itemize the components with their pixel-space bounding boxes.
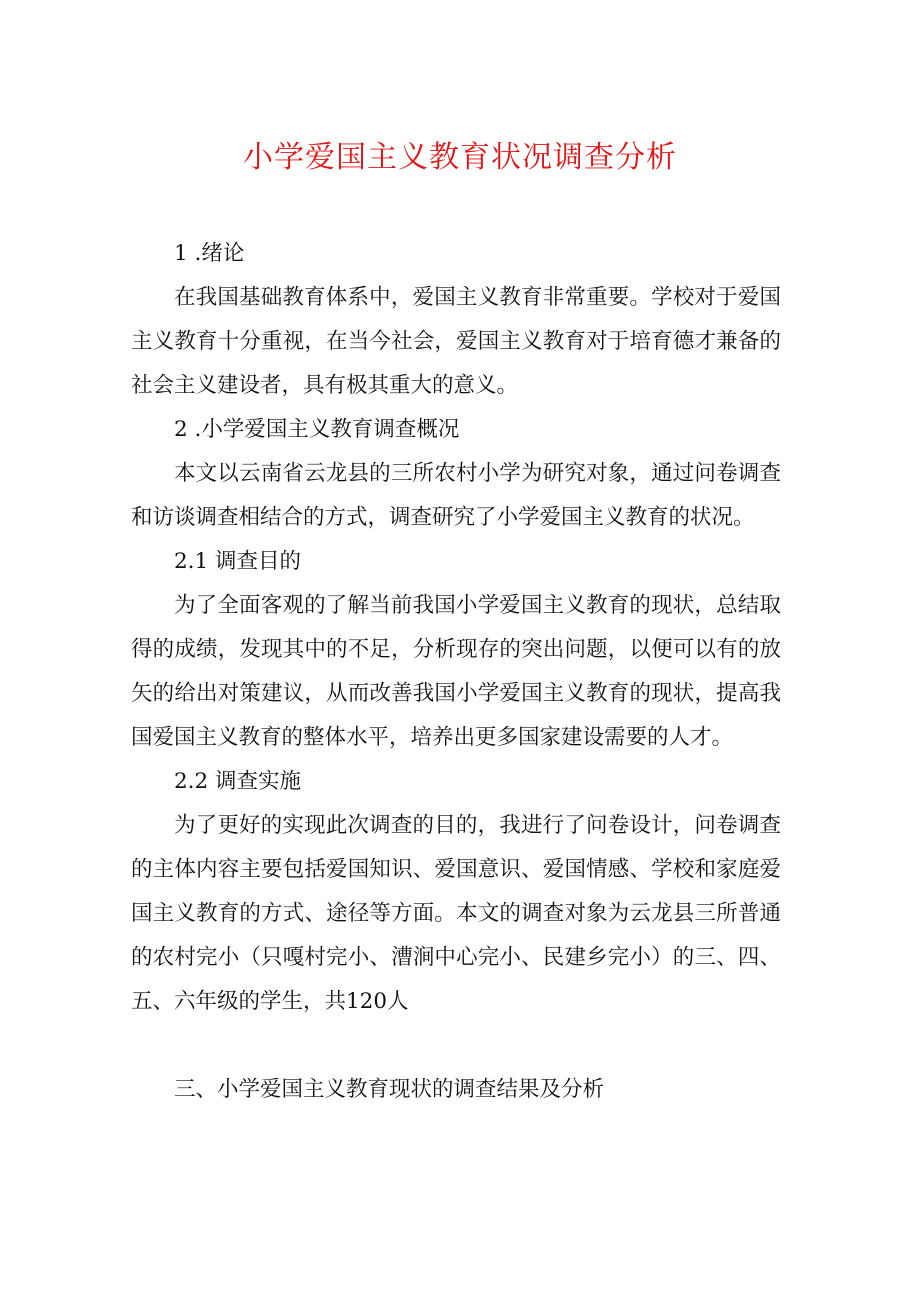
paragraph-introduction: 在我国基础教育体系中，爱国主义教育非常重要。学校对于爱国主义教育十分重视，在当今社会，爱国主义教育对于培育德才兼备的社会主义建设者，具有极其重大的意义。 xyxy=(131,285,781,398)
paragraph-survey-overview: 本文以云南省云龙县的三所农村小学为研究对象，通过问卷调查和访谈调查相结合的方式，调查研究了小学爱国主义教育的状况。 xyxy=(131,461,781,530)
section-heading-2-2: 2.2 调查实施 xyxy=(174,769,302,794)
paragraph-survey-purpose: 为了全面客观的了解当前我国小学爱国主义教育的现状，总结取得的成绩，发现其中的不足，分析现存的突出问题，以便可以有的放矢的给出对策建议，从而改善我国小学爱国主义教育的现状，提高我国爱国主义教育的整体水平，培养出更多国家建设需要的人才。 xyxy=(131,593,781,750)
section-heading-2: 2 .小学爱国主义教育调查概况 xyxy=(174,417,460,442)
section-heading-2-1: 2.1 调查目的 xyxy=(174,549,302,574)
section-heading-1: 1 .绪论 xyxy=(174,241,245,266)
document-body xyxy=(131,232,781,1112)
section-heading-3: 三、小学爱国主义教育现状的调查结果及分析 xyxy=(174,1077,605,1102)
paragraph-survey-implementation: 为了更好的实现此次调查的目的，我进行了问卷设计，问卷调查的主体内容主要包括爱国知识、爱国意识、爱国情感、学校和家庭爱国主义教育的方式、途径等方面。本文的调查对象为云龙县三所普通的农村完小（只嘎村完小、漕涧中心完小、民建乡完小）的三、四、五、六年级的学生，共120人 xyxy=(131,813,781,1014)
document-title: 小学爱国主义教育状况调查分析 xyxy=(243,140,677,175)
